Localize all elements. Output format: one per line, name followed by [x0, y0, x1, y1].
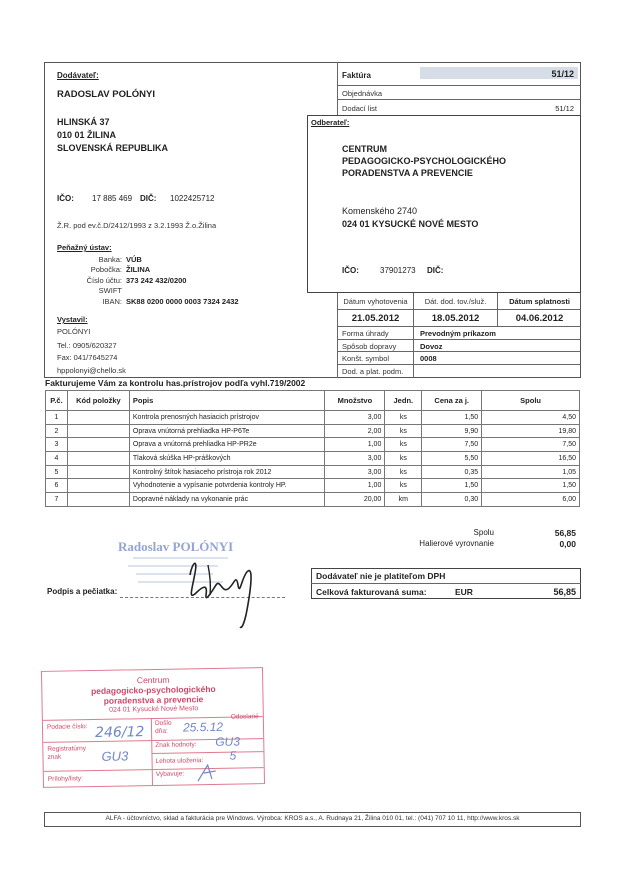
- issuer-fax: Fax: 041/7645274: [57, 353, 118, 362]
- footer-text: ALFA - účtovníctvo, sklad a fakturácia pre Windows. Výrobca: KROS a.s., A. Rudnaya 21, Žilina 010 01, tel.: (041) 707 10 11, http://www.kros.sk: [105, 815, 520, 822]
- item-code: [67, 479, 129, 493]
- method-label: Forma úhrady: [342, 329, 389, 338]
- supplier-dic-label: DIČ:: [140, 194, 157, 203]
- item-description: Kontrola prenosných hasiacich prístrojov: [129, 411, 325, 425]
- item-quantity: 2,00: [325, 424, 385, 438]
- col-header: Kód položky: [67, 391, 129, 411]
- item-code: [67, 424, 129, 438]
- rounding-label: Halierové vyrovnanie: [419, 539, 494, 548]
- item-total: 4,50: [482, 411, 580, 425]
- divider: [337, 326, 581, 327]
- item-code: [67, 438, 129, 452]
- stamp-lehota-label: Lehota uloženia:: [155, 757, 204, 765]
- stamp-znak-value: GU3: [215, 734, 241, 749]
- supplier-stamp: Radoslav POLÓNYI: [118, 539, 234, 554]
- supplier-country: SLOVENSKÁ REPUBLIKA: [57, 143, 169, 153]
- item-total: 6,00: [482, 493, 580, 507]
- bank-branch-label: Pobočka:: [90, 265, 122, 274]
- tax-date: 18.05.2012: [431, 313, 480, 324]
- issuer-name: POLÓNYI: [57, 327, 91, 336]
- issue-date: 21.05.2012: [351, 313, 400, 324]
- bank-label: Peňažný ústav:: [57, 243, 112, 252]
- table-row: [46, 479, 580, 493]
- item-total: 7,50: [482, 438, 580, 452]
- customer-name1: CENTRUM: [342, 144, 387, 154]
- item-total: 16,50: [482, 452, 580, 466]
- item-quantity: 3,00: [325, 452, 385, 466]
- customer-ico-label: IČO:: [342, 266, 359, 275]
- symbol-label: Konšt. symbol: [342, 354, 390, 363]
- item-description: Oprava a vnútorná prehliadka HP-PR2e: [129, 438, 325, 452]
- divider: [337, 364, 581, 365]
- intro-text: Fakturujeme Vám za kontrolu has.prístrojov podľa vyhl.719/2002: [45, 378, 306, 388]
- stamp-line2: pedagogicko-psychologického: [90, 683, 216, 697]
- sum-value: 56,85: [554, 528, 576, 538]
- stamp-lehota-value: 5: [229, 748, 237, 763]
- supplier-street: HLINSKÁ 37: [57, 117, 110, 127]
- due-label: Dátum splatnosti: [509, 297, 570, 306]
- stamp-vybavuje-label: Vybavuje:: [155, 770, 185, 778]
- bank-iban: SK88 0200 0000 0003 7324 2432: [126, 297, 239, 306]
- supplier-name: RADOSLAV POLÓNYI: [57, 89, 155, 100]
- bank-branch: ŽILINA: [126, 265, 151, 274]
- total-currency: EUR: [455, 587, 473, 597]
- item-quantity: 1,00: [325, 438, 385, 452]
- item-total: 19,80: [482, 424, 580, 438]
- item-description: Oprava vnútorná prehliadka HP-P6Te: [129, 424, 325, 438]
- due-date: 04.06.2012: [515, 313, 564, 324]
- item-unit-price: 1,50: [422, 411, 482, 425]
- item-unit-price: 0,35: [422, 465, 482, 479]
- bank-swift-label: SWIFT: [98, 286, 122, 295]
- supplier-register: Ž.R. pod ev.č.D/2412/1993 z 3.2.1993 Ž.o.Žilina: [57, 221, 217, 230]
- stamp-reg-label: Registratúrny znak: [47, 745, 87, 761]
- table-header-row: [46, 391, 580, 411]
- item-code: [67, 452, 129, 466]
- item-unit: ks: [385, 424, 422, 438]
- vat-note: Dodávateľ nie je platiteľom DPH: [316, 571, 446, 581]
- stamp-line4: 024 01 Kysucké Nové Mesto: [109, 705, 199, 714]
- item-quantity: 1,00: [325, 479, 385, 493]
- issuer-email: hppolonyi@chello.sk: [57, 366, 126, 375]
- row-number: 4: [46, 452, 68, 466]
- item-unit-price: 7,50: [422, 438, 482, 452]
- stamp-podacie-label: Podacie číslo:: [46, 723, 88, 731]
- sum-label: Spolu: [473, 528, 494, 537]
- supplier-label: Dodávateľ:: [57, 71, 99, 80]
- method-value: Prevodným príkazom: [420, 329, 496, 338]
- transport-label: Spôsob dopravy: [342, 342, 397, 351]
- signature-label: Podpis a pečiatka:: [47, 587, 118, 596]
- transport-value: Dovoz: [420, 342, 443, 351]
- row-number: 6: [46, 479, 68, 493]
- col-header: Jedn.: [385, 391, 422, 411]
- faktura-label: Faktúra: [342, 71, 371, 80]
- col-header: Množstvo: [325, 391, 385, 411]
- item-unit: ks: [385, 452, 422, 466]
- table-row: [46, 493, 580, 507]
- bank-account-label: Číslo účtu:: [86, 276, 122, 285]
- initials-icon: [194, 761, 234, 786]
- col-header: Spolu: [482, 391, 580, 411]
- col-header: Cena za j.: [422, 391, 482, 411]
- divider: [151, 751, 263, 754]
- customer-dic-label: DIČ:: [427, 266, 444, 275]
- stamp-line3: poradenstva a prevencie: [103, 694, 204, 706]
- col-header: P.č.: [46, 391, 68, 411]
- stamp-podacie-value: 246/12: [94, 724, 145, 742]
- stamp-prilohy-label: Prílohy/listy:: [47, 775, 83, 783]
- divider: [337, 99, 581, 100]
- stamp-doslo-value: 25.5.12: [182, 719, 224, 735]
- item-quantity: 3,00: [325, 411, 385, 425]
- supplier-dic: 1022425712: [170, 194, 215, 203]
- bank-account: 373 242 432/0200: [126, 276, 187, 285]
- divider: [337, 309, 581, 310]
- issuer-label: Vystavil:: [57, 315, 88, 324]
- bank-bank-label: Banka:: [98, 255, 122, 264]
- item-unit-price: 9,90: [422, 424, 482, 438]
- item-unit: km: [385, 493, 422, 507]
- stamp-doslo-label: Došlo dňa:: [154, 719, 172, 735]
- delivery-label: Dodací list: [342, 104, 378, 113]
- customer-name2: PEDAGOGICKO-PSYCHOLOGICKÉHO: [342, 156, 507, 166]
- item-unit: ks: [385, 465, 422, 479]
- table-row: [46, 438, 580, 452]
- supplier-ico-label: IČO:: [57, 194, 74, 203]
- item-quantity: 3,00: [325, 465, 385, 479]
- row-number: 5: [46, 465, 68, 479]
- issue-label: Dátum vyhotovenia: [343, 297, 408, 306]
- issuer-tel: Tel.: 0905/620327: [57, 341, 117, 350]
- supplier-city: 010 01 ŽILINA: [57, 130, 117, 140]
- item-description: Vyhodnotenie a vypísanie potvrdenia kontroly HP.: [129, 479, 325, 493]
- item-code: [67, 465, 129, 479]
- item-code: [67, 493, 129, 507]
- signature-icon: [150, 545, 280, 630]
- supplier-ico: 17 885 469: [92, 194, 133, 203]
- rounding-value: 0,00: [559, 539, 576, 549]
- stamp-znak-label: Znak hodnoty:: [155, 741, 197, 749]
- row-number: 1: [46, 411, 68, 425]
- col-header: Popis: [129, 391, 325, 411]
- customer-label: Odberateľ:: [311, 118, 350, 127]
- item-total: 1,50: [482, 479, 580, 493]
- table-row: [46, 424, 580, 438]
- item-unit-price: 1,50: [422, 479, 482, 493]
- divider: [337, 339, 581, 340]
- symbol-value: 0008: [420, 354, 437, 363]
- items-table: [45, 390, 580, 507]
- row-number: 2: [46, 424, 68, 438]
- row-number: 7: [46, 493, 68, 507]
- terms-label: Dod. a plat. podm.: [342, 367, 404, 376]
- item-description: Kontrolný štítok hasiaceho prístroja rok 2012: [129, 465, 325, 479]
- table-row: [46, 411, 580, 425]
- stamp-odoslane-label: Odoslané: [230, 713, 259, 721]
- item-total: 1,05: [482, 465, 580, 479]
- bank-iban-label: IBAN:: [102, 297, 122, 306]
- registry-stamp: [41, 667, 265, 788]
- item-unit: ks: [385, 479, 422, 493]
- item-description: Dopravné náklady na vykonanie prác: [129, 493, 325, 507]
- total-label: Celková fakturovaná suma:: [316, 587, 427, 597]
- order-label: Objednávka: [342, 89, 383, 98]
- table-row: [46, 465, 580, 479]
- bank-bank: VÚB: [126, 255, 142, 264]
- total-value: 56,85: [553, 587, 576, 597]
- row-number: 3: [46, 438, 68, 452]
- customer-name3: PORADENSTVA A PREVENCIE: [342, 168, 473, 178]
- item-quantity: 20,00: [325, 493, 385, 507]
- item-unit: ks: [385, 438, 422, 452]
- item-unit: ks: [385, 411, 422, 425]
- faktura-number: 51/12: [551, 69, 574, 79]
- customer-ico: 37901273: [380, 266, 416, 275]
- item-unit-price: 0,30: [422, 493, 482, 507]
- item-unit-price: 5,50: [422, 452, 482, 466]
- stamp-line1: Centrum: [136, 674, 170, 686]
- item-code: [67, 411, 129, 425]
- divider: [337, 351, 581, 352]
- item-description: Tlaková skúška HP-práškových: [129, 452, 325, 466]
- divider: [311, 583, 581, 584]
- divider: [337, 85, 581, 86]
- stamp-reg-value: GU3: [101, 748, 129, 764]
- delivery-number: 51/12: [555, 104, 574, 113]
- customer-street: Komenského 2740: [342, 206, 418, 216]
- tax-label: Dát. dod. tov./služ.: [424, 297, 487, 306]
- customer-city: 024 01 KYSUCKÉ NOVÉ MESTO: [342, 219, 479, 229]
- table-row: [46, 452, 580, 466]
